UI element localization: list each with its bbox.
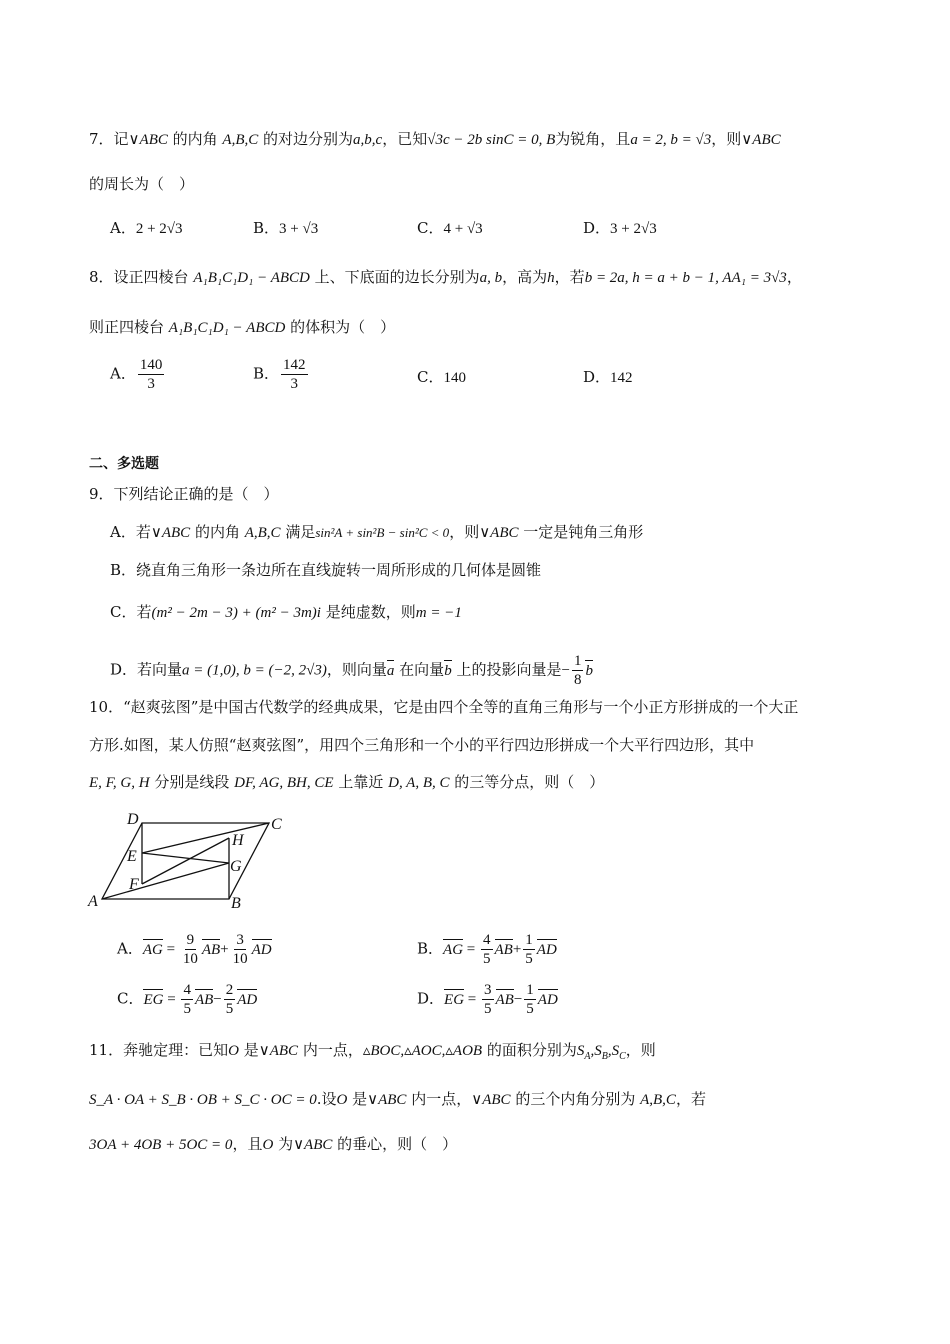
q11-text: 的垂心，则（ ） bbox=[332, 1135, 458, 1153]
section-heading: 二、多选题 bbox=[89, 456, 159, 472]
fraction-denominator: 10 bbox=[232, 951, 248, 967]
q8-math: A₁B₁C₁D₁ − ABCD bbox=[193, 270, 310, 286]
q9-vector: a bbox=[386, 662, 395, 679]
q8-text: ，若 bbox=[554, 268, 585, 286]
q11-sub: B bbox=[601, 1051, 608, 1062]
q8-option-b[interactable] bbox=[253, 356, 310, 393]
q11-math: ABC bbox=[482, 1092, 511, 1108]
q10-math: D, A, B, C bbox=[388, 775, 450, 791]
label-a: A bbox=[88, 893, 98, 910]
q9-option-a[interactable] bbox=[110, 522, 643, 543]
segment-ce bbox=[142, 823, 269, 853]
q11-text: ，且 bbox=[232, 1135, 263, 1153]
vector: AB bbox=[201, 941, 221, 958]
fraction-denominator: 5 bbox=[526, 1001, 534, 1017]
option-value: 2 + 2√3 bbox=[135, 221, 183, 237]
fraction-numerator: 142 bbox=[283, 357, 306, 373]
q8-text: 的体积为（ ） bbox=[285, 318, 396, 336]
q9-text: ，则∨ bbox=[449, 523, 491, 541]
q9-option-c[interactable] bbox=[110, 602, 462, 623]
q11-text: ，则 bbox=[625, 1041, 656, 1059]
q11-text: 奔驰定理：已知 bbox=[123, 1041, 229, 1059]
option-label: D． bbox=[583, 368, 611, 386]
fraction-numerator: 9 bbox=[186, 932, 195, 948]
q9-vector: b bbox=[444, 662, 452, 679]
q9-number: 9． bbox=[89, 485, 114, 503]
q8-number: 8． bbox=[89, 268, 114, 286]
fraction-denominator: 5 bbox=[525, 951, 533, 967]
q8-math: A₁B₁C₁D₁ − ABCD bbox=[168, 320, 286, 336]
q11-text: 为∨ bbox=[273, 1135, 305, 1153]
q9-text: 满足 bbox=[280, 523, 316, 541]
q11-math: S_A · OA + S_B · OB + S_C · OC = 0 bbox=[89, 1092, 317, 1108]
q7-math: ABC bbox=[139, 132, 168, 148]
q9-stem bbox=[89, 484, 279, 504]
vector: EG bbox=[143, 991, 164, 1008]
q10-option-c[interactable]: C．EG = $\frac{4}{5}$ AB− $\frac{2}{5}$ AD bbox=[117, 982, 258, 1017]
vector: AG bbox=[443, 941, 464, 958]
q11-s: S bbox=[576, 1043, 585, 1059]
q11-s: S bbox=[611, 1043, 620, 1059]
q9-text: ，则向量 bbox=[326, 660, 387, 679]
q11-math: ABC bbox=[304, 1137, 333, 1153]
q11-math: A,B,C bbox=[640, 1092, 676, 1108]
q10-number: 10． bbox=[89, 698, 124, 716]
fraction bbox=[231, 931, 250, 968]
segment-ag bbox=[102, 863, 229, 899]
q7-math: ABC bbox=[752, 132, 781, 148]
q9-option-b[interactable] bbox=[110, 560, 541, 580]
fraction bbox=[181, 931, 200, 968]
fraction-numerator: 140 bbox=[139, 357, 163, 373]
label-g: G bbox=[230, 858, 242, 875]
q11-sub: A bbox=[584, 1051, 591, 1062]
q11-line3 bbox=[89, 1134, 457, 1155]
vector: AB bbox=[494, 941, 513, 958]
fraction-denominator: 5 bbox=[484, 1001, 492, 1017]
option-label: B． bbox=[253, 219, 280, 237]
fraction bbox=[281, 356, 308, 393]
q9-text: 上的投影向量是 bbox=[451, 660, 562, 679]
vector: AD bbox=[251, 941, 272, 958]
q10-line1 bbox=[89, 697, 798, 717]
q9-math: A,B,C bbox=[244, 525, 281, 541]
option-value: 140 bbox=[443, 370, 466, 386]
fraction-denominator: 3 bbox=[147, 376, 155, 392]
q11-math: ABC bbox=[378, 1092, 407, 1108]
label-c: C bbox=[271, 816, 282, 833]
q8-text: 则正四棱台 bbox=[89, 318, 169, 336]
fraction bbox=[572, 652, 584, 689]
q8-option-c[interactable] bbox=[417, 367, 466, 388]
vector: AD bbox=[237, 991, 258, 1008]
label-d: D bbox=[127, 811, 139, 828]
operator: − bbox=[213, 991, 222, 1008]
option-value: 3 + 2√3 bbox=[610, 221, 657, 237]
fraction-numerator: 1 bbox=[573, 653, 582, 669]
q11-number: 11． bbox=[89, 1041, 124, 1059]
q9-math: sin²A + sin²B − sin²C < 0 bbox=[315, 525, 450, 540]
q11-math: O bbox=[228, 1043, 239, 1059]
q7-option-b[interactable] bbox=[253, 218, 318, 239]
fraction-denominator: 5 bbox=[225, 1001, 234, 1017]
vector: EG bbox=[444, 991, 465, 1008]
q11-text: 内一点，∨ bbox=[406, 1090, 483, 1108]
q9-option-d[interactable] bbox=[110, 652, 593, 689]
q8-option-a[interactable] bbox=[110, 356, 166, 393]
q11-text: 的三个内角分别为 bbox=[510, 1090, 641, 1108]
q9-math: a = (1,0), b = (−2, 2√3) bbox=[182, 662, 327, 679]
fraction bbox=[524, 981, 536, 1018]
q10-option-d[interactable]: D．EG = $\frac{3}{5}$ AB− $\frac{1}{5}$ AD bbox=[417, 982, 558, 1017]
q8-text: ， bbox=[786, 268, 802, 286]
option-label: A． bbox=[110, 219, 136, 237]
vector: AG bbox=[142, 941, 163, 958]
q9-math: ABC bbox=[490, 525, 519, 541]
q10-math: DF, AG, BH, CE bbox=[234, 775, 334, 791]
q7-math: √3c − 2b sinC = 0, B bbox=[427, 132, 556, 148]
fraction-numerator: 1 bbox=[525, 932, 533, 948]
q9-stem-text: 下列结论正确的是（ ） bbox=[113, 485, 279, 503]
q8-line1 bbox=[89, 267, 802, 288]
vector: AB bbox=[194, 991, 214, 1008]
option-label: A． bbox=[110, 523, 136, 541]
q9-math: (m² − 2m − 3) + (m² − 3m)i bbox=[151, 605, 321, 621]
q10-text: “赵爽弦图”是中国古代数学的经典成果，它是由四个全等的直角三角形与一个小正方形拼成的一个大正 bbox=[123, 698, 799, 716]
q10-text: 上靠近 bbox=[333, 773, 389, 791]
fraction bbox=[482, 981, 494, 1018]
q7-option-d[interactable] bbox=[583, 218, 657, 239]
fraction-denominator: 3 bbox=[290, 376, 299, 392]
q9-text: 是纯虚数，则 bbox=[320, 603, 416, 621]
vector: AD bbox=[536, 941, 557, 958]
option-label: A． bbox=[110, 364, 136, 383]
fraction bbox=[224, 981, 236, 1018]
q11-text: 是∨ bbox=[347, 1090, 379, 1108]
q7-math: A,B,C bbox=[222, 132, 259, 148]
q10-line2: 方形.如图，某人仿照“赵爽弦图”，用四个三角形和一个小的平行四边形拼成一个大平行四边形，其中 bbox=[89, 736, 755, 754]
q9-text: 一定是钝角三角形 bbox=[518, 523, 644, 541]
q10-option-a[interactable]: A．AG = $\frac{9}{10}$ AB+ $\frac{3}{10}$ AD bbox=[117, 932, 272, 967]
q7-text: ，已知 bbox=[382, 130, 428, 148]
q8-math: b = 2a, h = a + b − 1, AA₁ = 3√3 bbox=[584, 270, 787, 286]
q8-option-d[interactable] bbox=[583, 367, 633, 388]
q10-text: 的三等分点，则（ ） bbox=[449, 773, 605, 791]
operator: − bbox=[513, 991, 523, 1008]
option-label: C． bbox=[110, 603, 137, 621]
option-label: D． bbox=[583, 219, 611, 237]
option-label: C． bbox=[417, 219, 444, 237]
q9-text: 若 bbox=[136, 603, 152, 621]
fraction bbox=[481, 931, 493, 968]
fraction-numerator: 4 bbox=[183, 982, 191, 998]
q11-math: ABC bbox=[269, 1043, 299, 1059]
q11-math: 3OA + 4OB + 5OC = 0 bbox=[89, 1137, 233, 1153]
q8-text: ，高为 bbox=[502, 268, 548, 286]
label-e: E bbox=[127, 848, 137, 865]
fraction-denominator: 8 bbox=[573, 672, 582, 688]
vector: AD bbox=[537, 991, 558, 1008]
option-value: 3 + √3 bbox=[279, 221, 319, 237]
q11-text: 内一点， bbox=[298, 1041, 363, 1059]
q11-line2 bbox=[89, 1089, 706, 1110]
q11-sub: C bbox=[619, 1051, 626, 1062]
option-label: D． bbox=[417, 989, 445, 1008]
fraction-numerator: 2 bbox=[225, 982, 234, 998]
operator: + bbox=[512, 941, 522, 958]
q11-math: O bbox=[336, 1092, 348, 1108]
fraction-numerator: 4 bbox=[483, 932, 491, 948]
q8-math: a, b bbox=[479, 270, 503, 286]
label-f: F bbox=[129, 876, 139, 893]
q7-option-a[interactable] bbox=[110, 218, 183, 239]
q11-text: ，若 bbox=[675, 1090, 706, 1108]
option-label: C． bbox=[417, 368, 444, 386]
option-label: B． bbox=[417, 939, 444, 958]
q10-option-b[interactable]: B．AG = $\frac{4}{5}$ AB+ $\frac{1}{5}$ AD bbox=[417, 932, 557, 967]
q11-text: .设 bbox=[316, 1090, 337, 1108]
option-label: D． bbox=[110, 660, 138, 679]
vector: AB bbox=[495, 991, 514, 1008]
q11-math: O bbox=[262, 1137, 274, 1153]
option-label: B． bbox=[110, 561, 137, 579]
q7-number: 7． bbox=[89, 130, 114, 148]
option-text: 绕直角三角形一条边所在直线旋转一周所形成的几何体是圆锥 bbox=[136, 561, 542, 579]
option-label: B． bbox=[253, 364, 280, 383]
q8-text: 设正四棱台 bbox=[113, 268, 194, 286]
q7-text: 为锐角，且 bbox=[555, 130, 631, 148]
q7-text: 的对边分别为 bbox=[258, 130, 354, 148]
q7-option-c[interactable] bbox=[417, 218, 483, 239]
option-label: C． bbox=[117, 989, 144, 1008]
q9-text: 在向量 bbox=[394, 660, 445, 679]
label-b: B bbox=[231, 895, 241, 912]
q9-text: 若向量 bbox=[137, 660, 183, 679]
q11-text: 是∨ bbox=[238, 1041, 270, 1059]
operator: + bbox=[220, 941, 229, 958]
parallelogram-figure bbox=[84, 810, 294, 914]
q7-line1 bbox=[89, 129, 781, 150]
q7-math: a = 2, b = √3 bbox=[630, 132, 712, 148]
q8-line2 bbox=[89, 317, 395, 338]
q9-text: 的内角 bbox=[190, 523, 245, 541]
q9-math: m = −1 bbox=[415, 605, 462, 621]
fraction-denominator: 10 bbox=[182, 951, 198, 967]
q8-math: h bbox=[547, 270, 555, 286]
option-value: 142 bbox=[610, 370, 633, 386]
fraction-denominator: 5 bbox=[183, 1001, 191, 1017]
fraction bbox=[523, 931, 535, 968]
label-h: H bbox=[232, 832, 244, 849]
q9-text: 若∨ bbox=[135, 523, 162, 541]
q7-text: ，则∨ bbox=[711, 130, 753, 148]
fraction-numerator: 1 bbox=[526, 982, 534, 998]
q10-text: 分别是线段 bbox=[149, 773, 235, 791]
q7-text: 的内角 bbox=[167, 130, 223, 148]
q8-text: 上、下底面的边长分别为 bbox=[309, 268, 480, 286]
fraction-numerator: 3 bbox=[236, 932, 244, 948]
q11-math: ▵BOC,▵AOC,▵AOB bbox=[362, 1043, 483, 1059]
q9-vector: b bbox=[585, 662, 593, 679]
q11-text: 的面积分别为 bbox=[482, 1041, 577, 1059]
q7-text: 记∨ bbox=[113, 130, 140, 148]
q11-line1 bbox=[89, 1040, 656, 1067]
fraction bbox=[181, 981, 193, 1018]
option-label: A． bbox=[117, 939, 143, 958]
fraction bbox=[138, 356, 165, 393]
q7-line2: 的周长为（ ） bbox=[89, 175, 195, 193]
fraction-numerator: 3 bbox=[484, 982, 492, 998]
q7-math: a,b,c bbox=[353, 132, 383, 148]
q9-math: − bbox=[561, 662, 570, 679]
fraction-denominator: 5 bbox=[483, 951, 491, 967]
q10-line3 bbox=[89, 772, 604, 793]
q11-area-symbols: $S_A,S_B,S_C$ bbox=[576, 1043, 626, 1062]
option-value: 4 + √3 bbox=[443, 221, 483, 237]
q10-math: E, F, G, H bbox=[89, 775, 150, 791]
q11-s: S bbox=[594, 1043, 602, 1059]
q9-math: ABC bbox=[161, 525, 191, 541]
